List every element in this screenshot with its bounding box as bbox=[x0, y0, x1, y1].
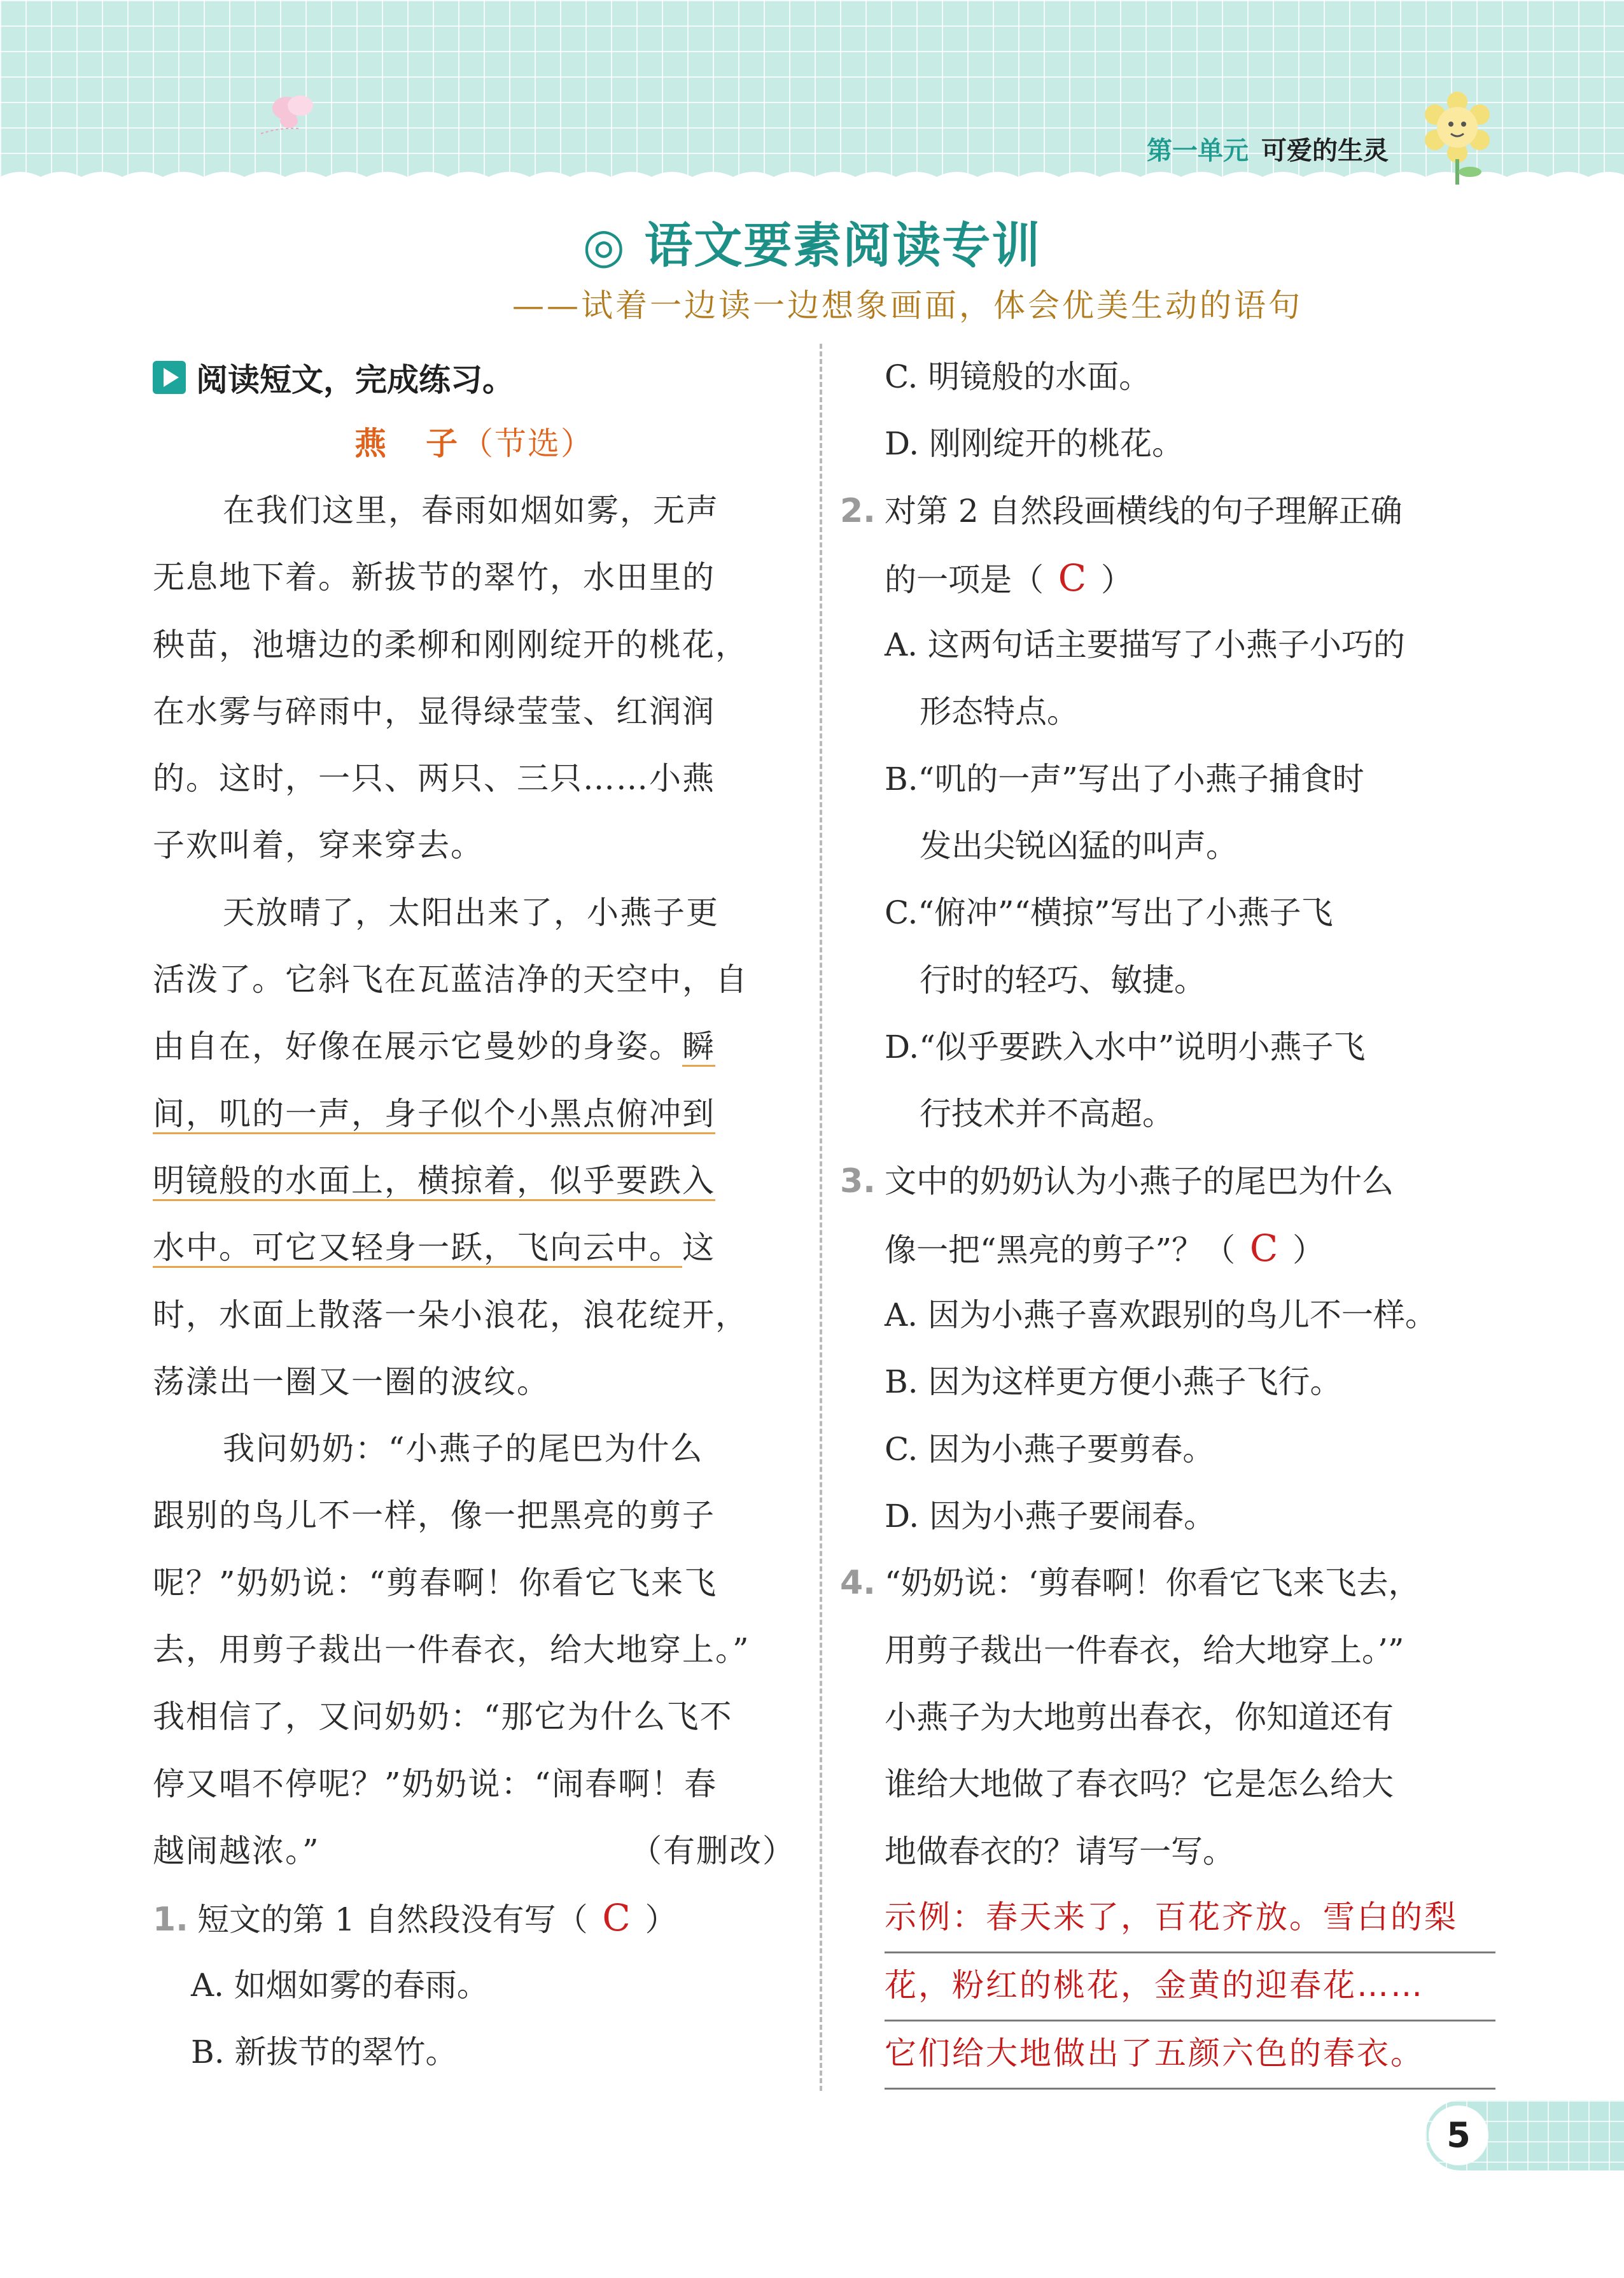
text-line bbox=[153, 1081, 795, 1148]
option-c: C. 因为小燕子要剪春。 bbox=[885, 1430, 1215, 1468]
question-number: 1. bbox=[153, 1901, 188, 1939]
option-d: D. 因为小燕子要闹春。 bbox=[885, 1498, 1216, 1535]
question-text: “奶奶说：‘剪春啊！你看它飞来飞去， bbox=[885, 1564, 1420, 1602]
question-number: 2. bbox=[840, 491, 876, 530]
question-line bbox=[840, 478, 1495, 545]
text-line: 我问奶奶：“小燕子的尾巴为什么 bbox=[223, 1430, 704, 1468]
question-number: 3. bbox=[840, 1162, 876, 1200]
option-a-cont: 形态特点。 bbox=[920, 693, 1079, 731]
question-text: 的一项是（ bbox=[885, 561, 1044, 598]
unit-number: 第一单元 bbox=[1147, 136, 1249, 165]
underlined-text: 瞬 bbox=[682, 1028, 715, 1067]
page-subtitle: ——试着一边读一边想象画面，体会优美生动的语句 bbox=[512, 287, 1303, 324]
question-line: 用剪子裁出一件春衣，给大地穿上。’” bbox=[885, 1631, 1404, 1669]
text-line: 天放晴了，太阳出来了，小燕子更 bbox=[223, 894, 719, 931]
flower-icon bbox=[1419, 89, 1495, 185]
question-close: ） bbox=[1292, 1231, 1325, 1269]
option-c-cont: 行时的轻巧、敏捷。 bbox=[920, 961, 1206, 999]
question-text: 文中的奶奶认为小燕子的尾巴为什么 bbox=[885, 1162, 1394, 1200]
text-line: 跟别的鸟儿不一样，像一把黑亮的剪子 bbox=[153, 1497, 715, 1535]
option-d: D.“似乎要跌入水中”说明小燕子飞 bbox=[885, 1028, 1366, 1065]
option-b-cont: 发出尖锐凶猛的叫声。 bbox=[920, 827, 1238, 865]
answer-area bbox=[840, 1885, 1495, 2090]
text-line: 活泼了。它斜飞在瓦蓝洁净的天空中，自 bbox=[153, 961, 748, 999]
paragraph-2 bbox=[153, 880, 795, 1416]
question-line: 谁给大地做了春衣吗？它是怎么给大 bbox=[885, 1766, 1394, 1803]
underlined-text: 明镜般的水面上，横掠着，似乎要跌入 bbox=[153, 1162, 715, 1201]
question-line: 地做春衣的？请写一写。 bbox=[885, 1832, 1235, 1870]
question-3 bbox=[840, 1148, 1495, 1550]
text-line bbox=[153, 1214, 795, 1281]
handwritten-answer-line: 花，粉红的桃花，金黄的迎春花…… bbox=[885, 1953, 1495, 2021]
option-b: B. 因为这样更方便小燕子飞行。 bbox=[885, 1363, 1342, 1401]
paragraph-1 bbox=[153, 477, 795, 880]
question-line bbox=[840, 545, 1495, 612]
question-line: 小燕子为大地剪出春衣，你知道还有 bbox=[885, 1698, 1394, 1736]
text-line: 我相信了，又问奶奶：“那它为什么飞不 bbox=[153, 1698, 733, 1736]
story-title-text: 燕 子 bbox=[354, 425, 461, 462]
question-text: 短文的第 1 自然段没有写（ bbox=[197, 1901, 588, 1939]
column-divider bbox=[820, 344, 822, 2091]
question-2 bbox=[840, 478, 1495, 1148]
unit-name: 可爱的生灵 bbox=[1261, 136, 1389, 165]
text-line: 的。这时，一只、两只、三只……小燕 bbox=[153, 760, 715, 798]
reading-column bbox=[153, 344, 795, 2086]
option-c: C.“俯冲”“横掠”写出了小燕子飞 bbox=[885, 894, 1333, 932]
underlined-text: 水中。可它又轻身一跃，飞向云中。 bbox=[153, 1229, 682, 1268]
instruction-heading bbox=[153, 344, 795, 411]
instruction-text: 阅读短文，完成练习。 bbox=[196, 361, 514, 398]
question-1-continued bbox=[840, 344, 1495, 478]
text-line bbox=[153, 1148, 795, 1214]
option-d: D. 刚刚绽开的桃花。 bbox=[885, 425, 1184, 463]
page-number: 5 bbox=[1429, 2106, 1488, 2165]
underlined-text: 间，叽的一声，身子似个小黑点俯冲到 bbox=[153, 1095, 715, 1134]
text-segment: 这 bbox=[682, 1229, 715, 1267]
question-text: 像一把“黑亮的剪子”？（ bbox=[885, 1231, 1236, 1269]
question-line bbox=[840, 1148, 1495, 1215]
page-title: ◎ 语文要素阅读专训 bbox=[582, 217, 1042, 274]
answer-mark: C bbox=[1249, 1226, 1278, 1270]
text-line: 呢？”奶奶说：“剪春啊！你看它飞来飞 bbox=[153, 1564, 718, 1601]
scalloped-edge bbox=[0, 167, 1624, 192]
handwritten-answer-line: 示例：春天来了，百花齐放。雪白的梨 bbox=[885, 1885, 1495, 1953]
text-line: 去，用剪子裁出一件春衣，给大地穿上。” bbox=[153, 1631, 750, 1669]
text-segment: 越闹越浓。” bbox=[153, 1832, 320, 1869]
text-line: 时，水面上散落一朵小浪花，浪花绽开， bbox=[153, 1296, 748, 1333]
question-close: ） bbox=[1101, 561, 1133, 598]
option-c: C. 明镜般的水面。 bbox=[885, 358, 1151, 395]
text-line bbox=[153, 1818, 795, 1885]
question-number: 4. bbox=[840, 1564, 876, 1603]
question-close: ） bbox=[645, 1901, 677, 1939]
unit-header bbox=[1147, 130, 1389, 167]
question-text: 对第 2 自然段画横线的句子理解正确 bbox=[885, 492, 1403, 530]
story-title-note: （节选） bbox=[461, 425, 594, 462]
story-title bbox=[153, 411, 795, 477]
option-d-cont: 行技术并不高超。 bbox=[920, 1095, 1174, 1133]
handwritten-answer-line: 它们给大地做出了五颜六色的春衣。 bbox=[885, 2021, 1495, 2090]
option-b: B. 新拔节的翠竹。 bbox=[191, 2033, 458, 2071]
text-line: 在我们这里，春雨如烟如雾，无声 bbox=[223, 492, 719, 529]
question-line bbox=[153, 1885, 795, 1951]
question-line bbox=[840, 1550, 1495, 1617]
question-line bbox=[840, 1215, 1495, 1282]
paragraph-3 bbox=[153, 1416, 795, 1885]
question-4 bbox=[840, 1550, 1495, 2089]
option-a: A. 如烟如雾的春雨。 bbox=[191, 1966, 489, 2004]
answer-mark: C bbox=[602, 1896, 631, 1940]
play-icon bbox=[153, 361, 186, 394]
answer-mark: C bbox=[1058, 556, 1087, 600]
option-a: A. 这两句话主要描写了小燕子小巧的 bbox=[885, 626, 1405, 664]
questions-column bbox=[840, 344, 1495, 2090]
text-line: 荡漾出一圈又一圈的波纹。 bbox=[153, 1363, 550, 1400]
text-line bbox=[153, 1013, 795, 1080]
option-a: A. 因为小燕子喜欢跟别的鸟儿不一样。 bbox=[885, 1297, 1437, 1334]
text-line: 子欢叫着，穿来穿去。 bbox=[153, 827, 484, 864]
butterfly-icon bbox=[261, 89, 331, 140]
text-line: 停又唱不停呢？”奶奶说：“闹春啊！春 bbox=[153, 1765, 718, 1803]
source-credit: （有删改） bbox=[630, 1832, 795, 1869]
option-b: B.“叽的一声”写出了小燕子捕食时 bbox=[885, 760, 1364, 798]
question-1 bbox=[153, 1885, 795, 2086]
text-line: 无息地下着。新拔节的翠竹，水田里的 bbox=[153, 559, 715, 596]
text-line: 秧苗，池塘边的柔柳和刚刚绽开的桃花， bbox=[153, 626, 748, 663]
text-segment: 由自在，好像在展示它曼妙的身姿。 bbox=[153, 1028, 682, 1065]
text-line: 在水雾与碎雨中，显得绿莹莹、红润润 bbox=[153, 693, 715, 730]
